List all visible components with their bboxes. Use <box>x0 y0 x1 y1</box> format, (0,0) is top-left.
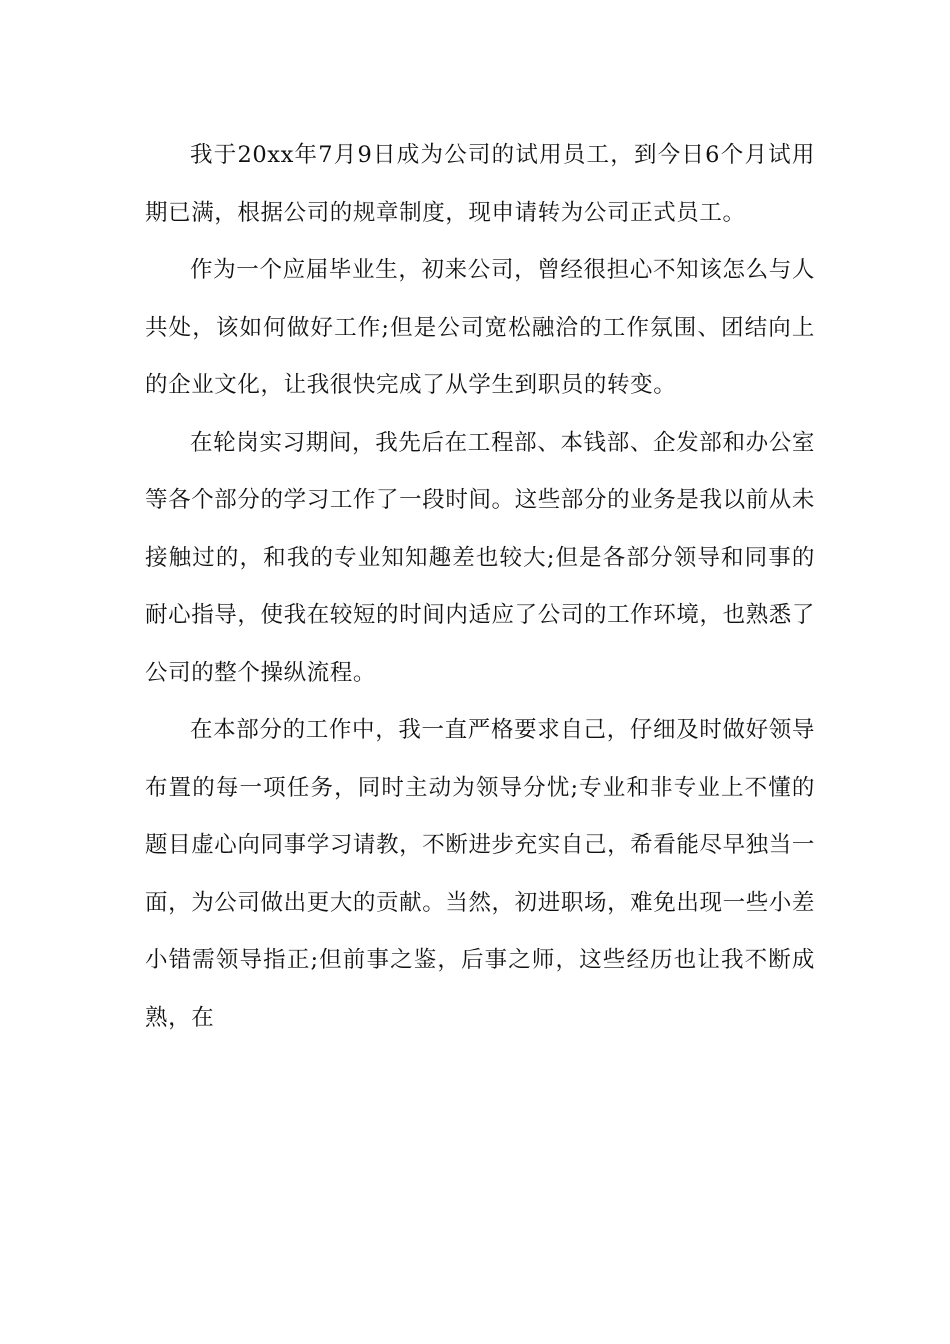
document-body <box>145 127 815 1047</box>
paragraph-department-work: 在本部分的工作中，我一直严格要求自己，仔细及时做好领导布置的每一项任务，同时主动为领导分忧;专业和非专业上不懂的题目虚心向同事学习请教，不断进步充实自己，希看能尽早独当一面，为公司做出更大的贡献。当然，初进职场，难免出现一些小差小错需领导指正;但前事之鉴，后事之师，这些经历也让我不断成熟，在 <box>145 717 815 1031</box>
paragraph-rotation-internship: 在轮岗实习期间，我先后在工程部、本钱部、企发部和办公室等各个部分的学习工作了一段时间。这些部分的业务是我以前从未接触过的，和我的专业知知趣差也较大;但是各部分领导和同事的耐心指导，使我在较短的时间内适应了公司的工作环境，也熟悉了公司的整个操纵流程。 <box>145 429 815 686</box>
paragraph-company-culture: 作为一个应届毕业生，初来公司，曾经很担心不知该怎么与人共处，该如何做好工作;但是公司宽松融洽的工作氛围、团结向上的企业文化，让我很快完成了从学生到职员的转变。 <box>145 257 815 398</box>
paragraph-probation-end: 我于20xx年7月9日成为公司的试用员工，到今日6个月试用期已满，根据公司的规章制度，现申请转为公司正式员工。 <box>145 142 815 226</box>
